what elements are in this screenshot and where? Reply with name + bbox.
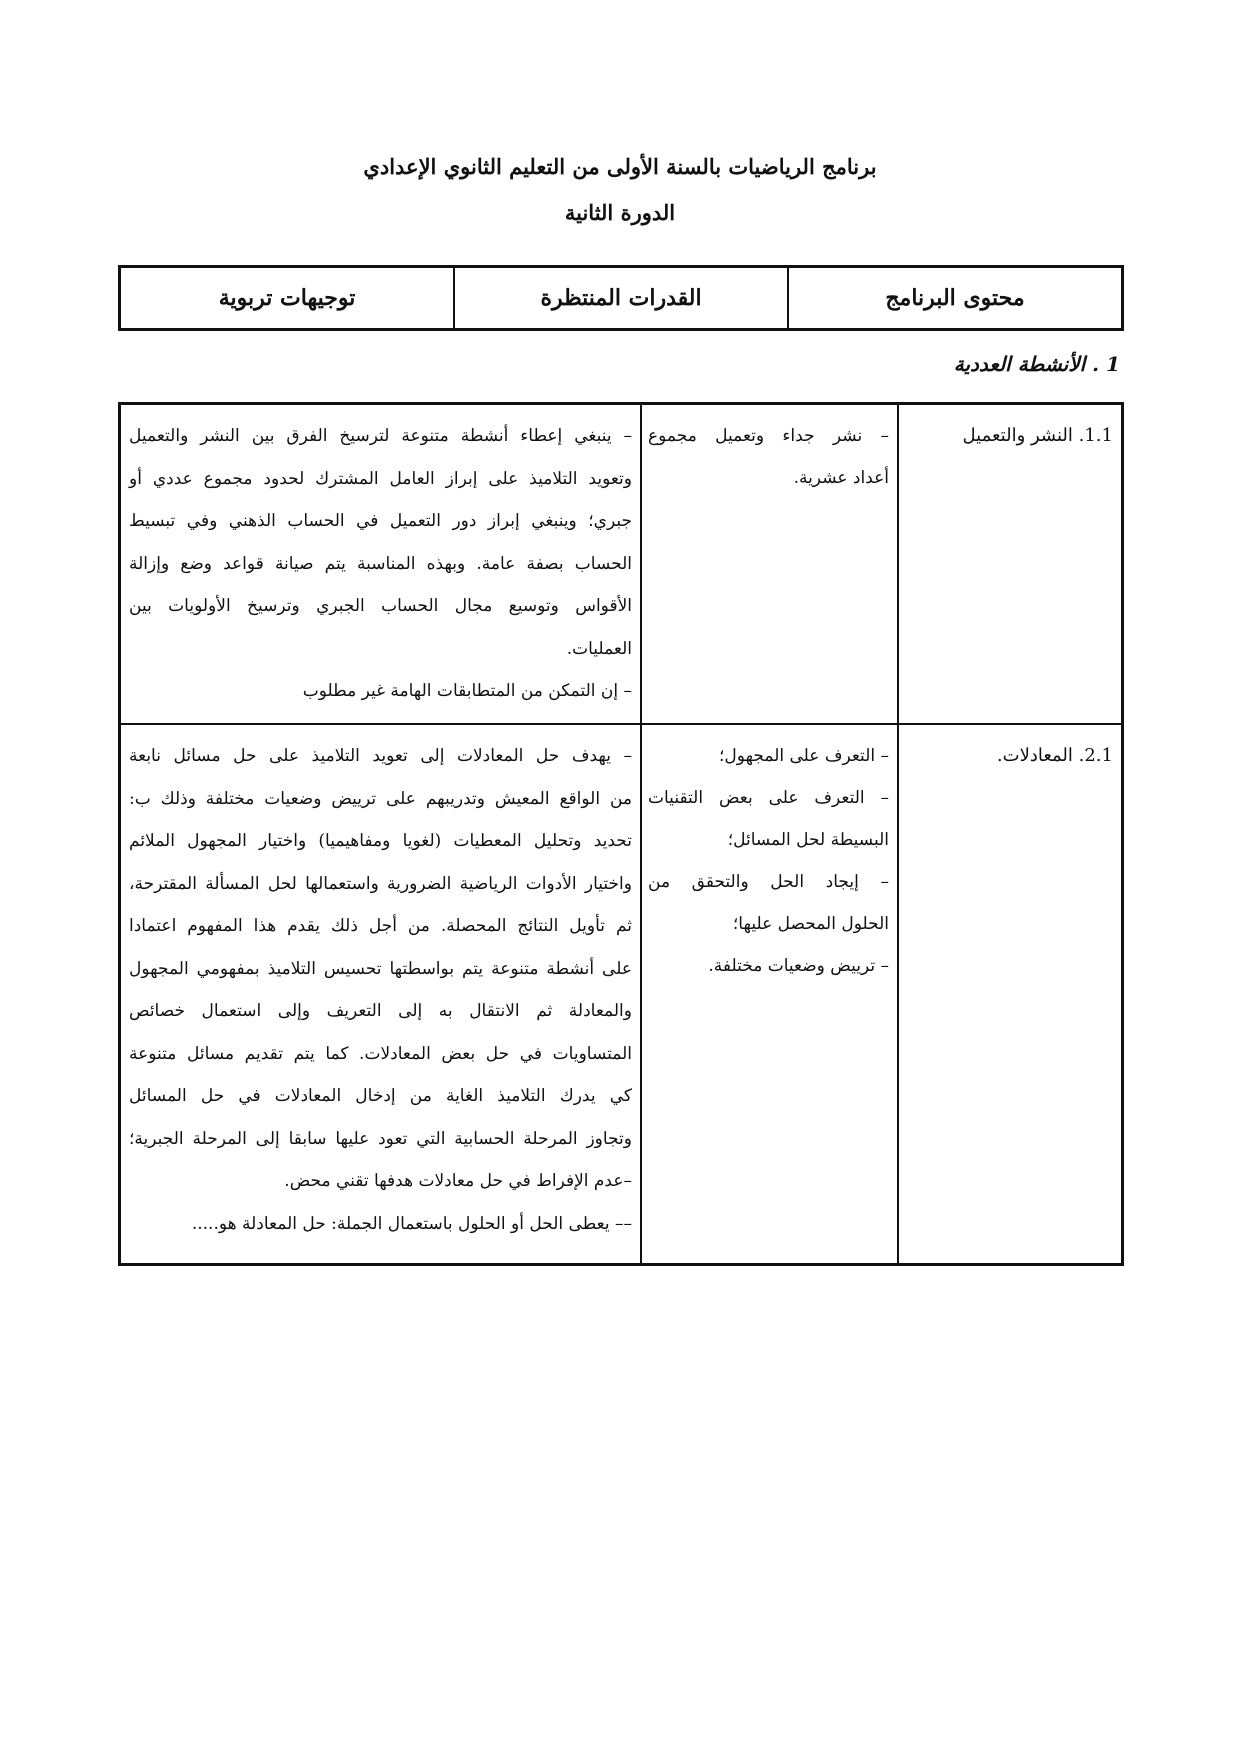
header-guidance-column: توجيهات تربوية — [218, 285, 356, 311]
content-table — [118, 402, 1124, 1266]
program-content-cell — [897, 405, 1121, 723]
abilities-line: – ترييض وضعيات مختلفة. — [708, 956, 889, 976]
expected-abilities-cell — [640, 405, 897, 723]
section-heading: 1 . الأنشطة العددية — [953, 352, 1120, 376]
guidance-line: واختيار الأدوات الرياضية الضرورية واستعمالها لحل المسألة المقترحة، — [129, 873, 632, 894]
guidance-line: والمعادلة ثم الانتقال به إلى التعريف وإلى استعمال خصائص — [129, 1001, 632, 1021]
guidance-line: تحديد وتحليل المعطيات (لغويا ومفاهيميا) واختيار المجهول الملائم — [129, 831, 632, 851]
pedagogical-guidance-cell — [121, 725, 640, 1263]
table-row — [121, 725, 1121, 1263]
abilities-line: – نشر جداء وتعميل مجموع — [648, 426, 889, 446]
guidance-line: الحساب بصفة عامة. وبهذه المناسبة يتم صيانة قواعد وضع وإزالة — [129, 553, 632, 574]
header-abilities-column: القدرات المنتظرة — [453, 268, 787, 328]
guidance-line: الأقواس وتوسيع مجال الحساب الجبري وترسيخ الأولويات بين — [129, 596, 632, 616]
content-line: 2.1. المعادلات. — [996, 745, 1113, 766]
guidance-line: ثم تأويل النتائج المحصلة. من أجل ذلك يقدم هذا المفهوم اعتمادا — [129, 916, 632, 936]
guidance-line: على أنشطة متنوعة يتم بواسطتها تحسيس التلاميذ بمفهومي المجهول — [129, 958, 632, 979]
abilities-line: البسيطة لحل المسائل؛ — [727, 830, 889, 850]
guidance-line: –– يعطى الحل أو الحلول باستعمال الجملة: حل المعادلة هو..... — [191, 1213, 632, 1234]
table-row — [121, 405, 1121, 725]
guidance-line: كي يدرك التلاميذ الغاية من إدخال المعادلات في حل المسائل — [129, 1086, 632, 1106]
document-title: برنامج الرياضيات بالسنة الأولى من التعليم الثانوي الإعدادي — [363, 154, 877, 179]
header-content-column: محتوى البرنامج — [787, 268, 1121, 328]
guidance-line: جبري؛ وينبغي إبراز دور التعميل في الحساب الذهني وفي تبسيط — [129, 511, 632, 531]
document-subtitle: الدورة الثانية — [564, 200, 676, 225]
guidance-line: من الواقع المعيش وتدريبهم على ترييض وضعيات مختلفة وذلك ب: — [129, 788, 632, 809]
guidance-line: العمليات. — [566, 638, 632, 659]
guidance-line: وتجاوز المرحلة الحسابية التي تعود عليها سابقا إلى المرحلة الجبرية؛ — [129, 1128, 632, 1149]
guidance-line: – يهدف حل المعادلات إلى تعويد التلاميذ على حل مسائل نابعة — [129, 746, 632, 766]
abilities-line: – إيجاد الحل والتحقق من — [648, 872, 889, 892]
content-line: 1.1. النشر والتعميل — [962, 425, 1113, 446]
guidance-line: –عدم الإفراط في حل معادلات هدفها تقني محض. — [284, 1171, 632, 1191]
abilities-line: الحلول المحصل عليها؛ — [732, 914, 889, 934]
expected-abilities-cell — [640, 725, 897, 1263]
guidance-line: المتساويات في حل بعض المعادلات. كما يتم تقديم مسائل متنوعة — [129, 1043, 632, 1064]
pedagogical-guidance-cell — [121, 405, 640, 723]
header-table — [118, 265, 1124, 331]
guidance-line: – إن التمكن من المتطابقات الهامة غير مطلوب — [302, 681, 632, 701]
abilities-line: أعداد عشرية. — [793, 468, 889, 488]
guidance-line: وتعويد التلاميذ على إبراز العامل المشترك لحدود مجموع عددي أو — [129, 468, 632, 489]
abilities-line: – التعرف على المجهول؛ — [719, 746, 889, 766]
program-content-cell — [897, 725, 1121, 1263]
guidance-line: – ينبغي إعطاء أنشطة متنوعة لترسيخ الفرق بين النشر والتعميل — [129, 426, 632, 446]
abilities-line: – التعرف على بعض التقنيات — [648, 788, 889, 808]
